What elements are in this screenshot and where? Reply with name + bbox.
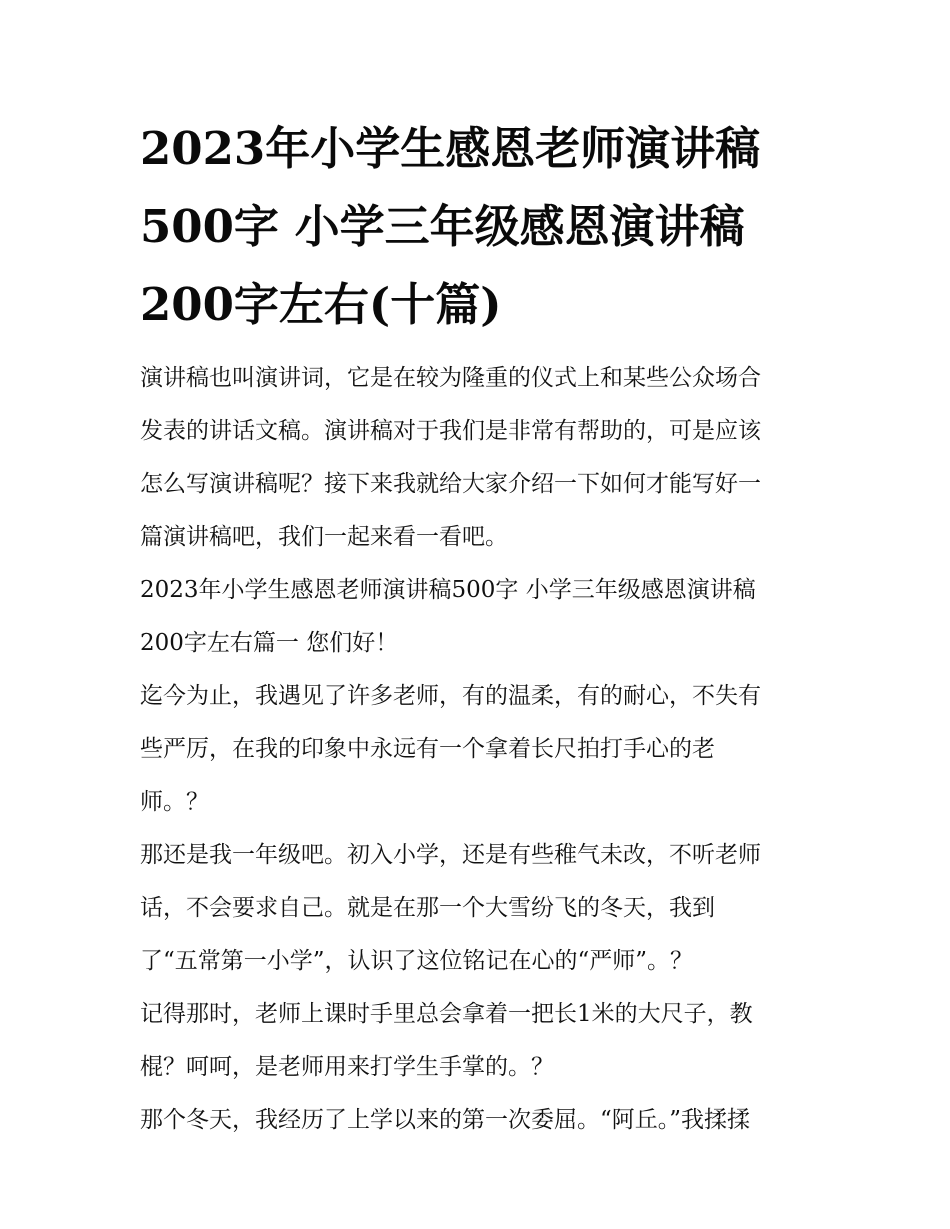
document-body [140, 352, 820, 1147]
section-heading-line: 200字左右篇一 您们好！ [140, 630, 399, 656]
body-line: 那个冬天，我经历了上学以来的第一次委屈。“阿丘。”我揉揉 [140, 1107, 751, 1133]
body-line: 师。？ [140, 789, 209, 815]
body-line: 发表的讲话文稿。演讲稿对于我们是非常有帮助的，可是应该 [140, 418, 761, 444]
document-title [140, 110, 820, 344]
body-line: 棍？呵呵，是老师用来打学生手掌的。？ [140, 1054, 554, 1080]
body-line: 演讲稿也叫演讲词，它是在较为隆重的仪式上和某些公众场合 [140, 365, 761, 391]
body-line: 迄今为止，我遇见了许多老师，有的温柔，有的耐心，不失有 [140, 683, 761, 709]
title-line: 2023年小学生感恩老师演讲稿 [140, 122, 761, 175]
section-heading-line: 2023年小学生感恩老师演讲稿500字 小学三年级感恩演讲稿 [140, 577, 756, 603]
body-line: 些严厉，在我的印象中永远有一个拿着长尺拍打手心的老 [140, 736, 715, 762]
body-line: 话，不会要求自己。就是在那一个大雪纷飞的冬天，我到 [140, 895, 715, 921]
body-line: 记得那时，老师上课时手里总会拿着一把长1米的大尺子，教 [140, 1001, 753, 1027]
body-line: 那还是我一年级吧。初入小学，还是有些稚气未改，不听老师 [140, 842, 761, 868]
body-line: 怎么写演讲稿呢？接下来我就给大家介绍一下如何才能写好一 [140, 471, 761, 497]
body-line: 了“五常第一小学”，认识了这位铭记在心的“严师”。？ [140, 948, 694, 974]
title-line: 500字 小学三年级感恩演讲稿 [140, 200, 745, 253]
title-line: 200字左右(十篇) [140, 278, 502, 331]
body-line: 篇演讲稿吧，我们一起来看一看吧。 [140, 524, 508, 550]
